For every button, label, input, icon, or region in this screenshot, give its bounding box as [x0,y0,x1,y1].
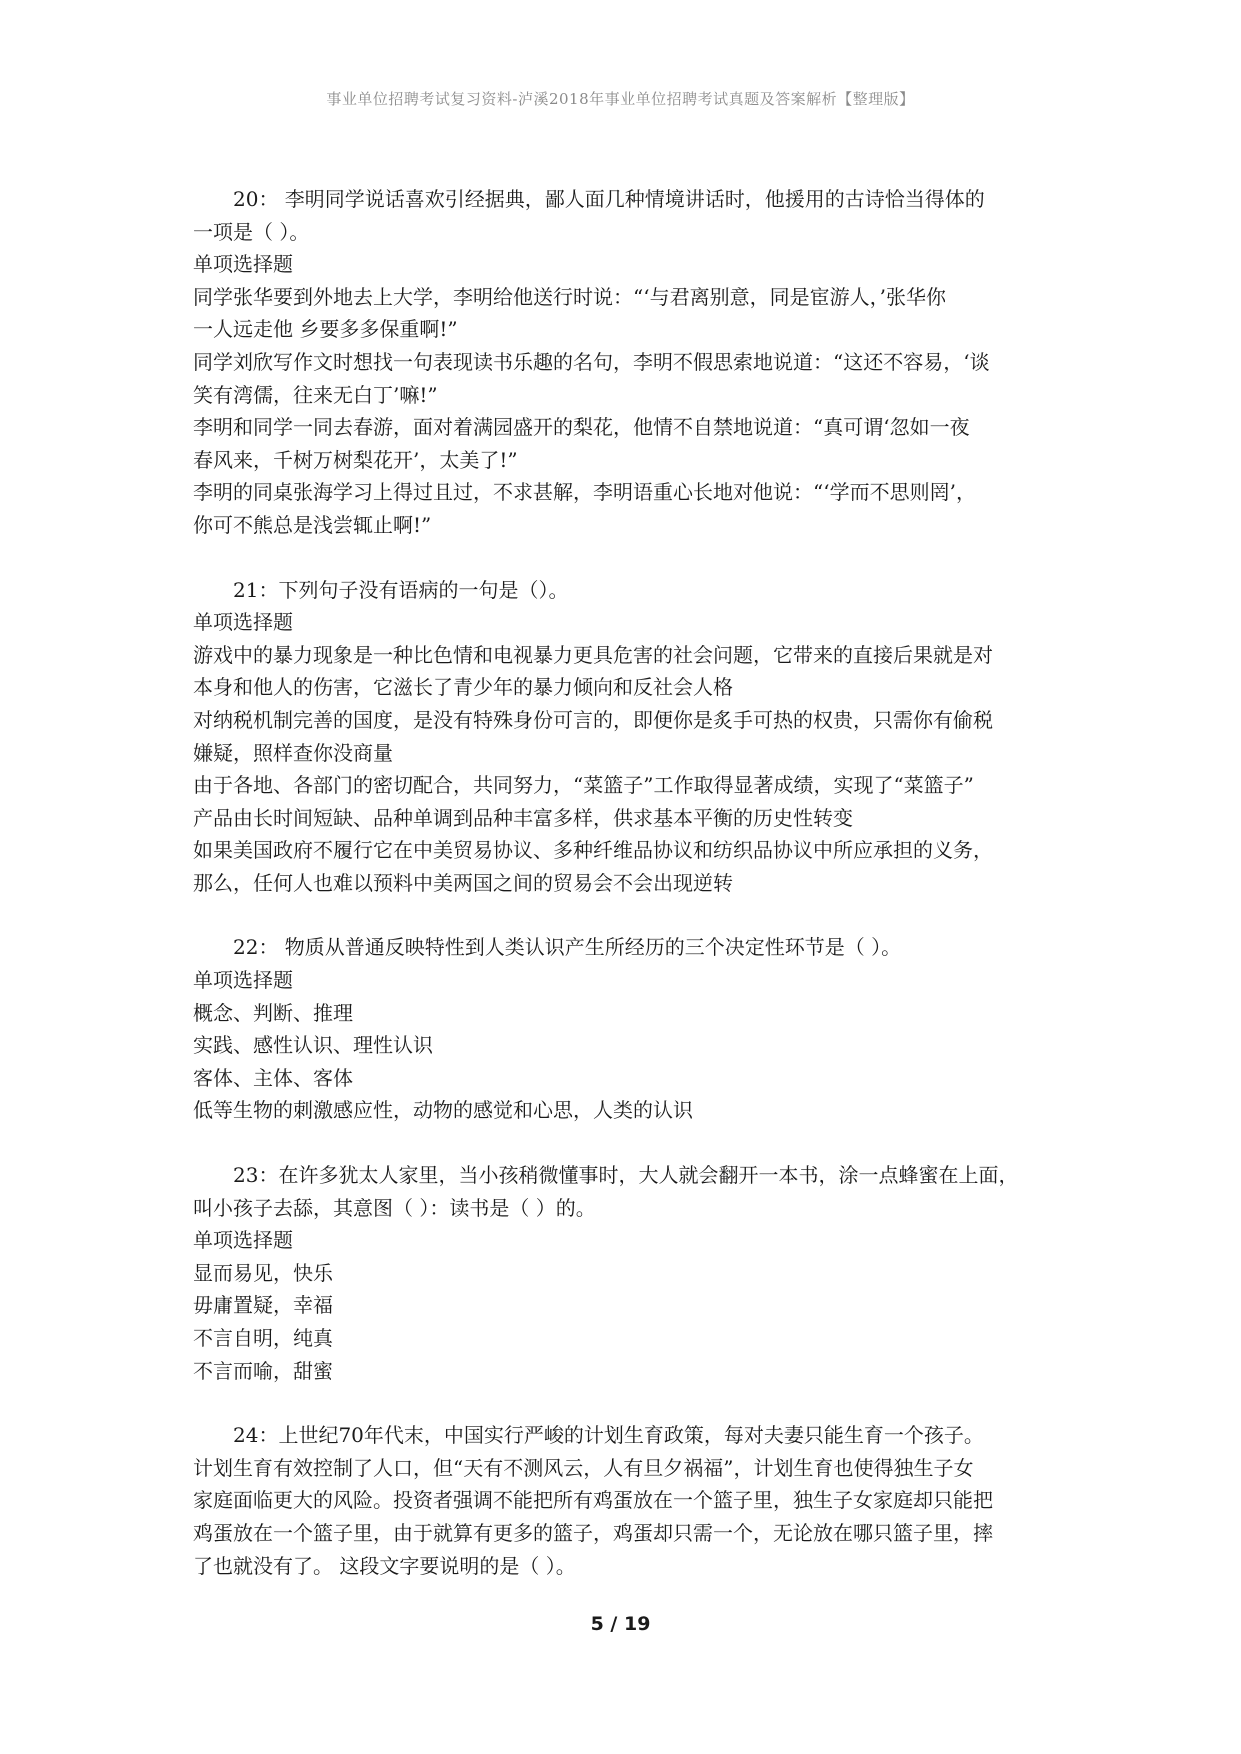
option-line: 如果美国政府不履行它在中美贸易协议、多种纤维品协议和纺织品协议中所应承担的义务， [193,838,993,863]
option-line: 由于各地、各部门的密切配合，共同努力，“菜篮子”工作取得显著成绩，实现了“菜篮子” [193,773,974,798]
option-line: 实践、感性认识、理性认识 [193,1033,433,1058]
option-line: 毋庸置疑，幸福 [193,1293,333,1318]
question-22 [193,931,1073,1127]
question-stem: 20： 李明同学说话喜欢引经据典，鄙人面几种情境讲话时，他援用的古诗恰当得体的 [233,187,985,211]
question-stem: 家庭面临更大的风险。投资者强调不能把所有鸡蛋放在一个篮子里，独生子女家庭却只能把 [193,1488,993,1513]
question-stem: 一项是（ ）。 [193,219,310,244]
option-line: 对纳税机制完善的国度，是没有特殊身份可言的，即便你是炙手可热的权贵，只需你有偷税 [193,707,993,732]
question-24 [193,1419,1073,1582]
option-line: 不言而喻，甜蜜 [193,1358,333,1383]
question-list [193,183,1073,1582]
page-number: 5 / 19 [590,1613,651,1635]
question-stem: 23：在许多犹太人家里，当小孩稍微懂事时，大人就会翻开一本书，涂一点蜂蜜在上面， [233,1163,1019,1188]
option-line: 产品由长时间短缺、品种单调到品种丰富多样，供求基本平衡的历史性转变 [193,805,853,830]
option-line: 游戏中的暴力现象是一种比色情和电视暴力更具危害的社会问题，它带来的直接后果就是对 [193,642,993,667]
question-stem: 鸡蛋放在一个篮子里，由于就算有更多的篮子，鸡蛋却只需一个，无论放在哪只篮子里，摔 [193,1520,993,1545]
option-line: 你可不熊总是浅尝辄止啊!” [193,512,432,537]
page-header: 事业单位招聘考试复习资料-泸溪2018年事业单位招聘考试真题及答案解析【整理版】 [326,90,915,108]
option-line: 李明和同学一同去春游，面对着满园盛开的梨花，他情不自禁地说道：“真可谓‘忽如一夜 [193,415,970,440]
option-line: 显而易见，快乐 [193,1260,333,1285]
option-line: 春风来，千树万树梨花开’，太美了!” [193,447,518,472]
question-23 [193,1159,1073,1387]
option-line: 一人远走他 乡要多多保重啊!” [193,317,458,342]
option-line: 本身和他人的伤害，它滋长了青少年的暴力倾向和反社会人格 [193,675,733,700]
option-line: 低等生物的刺激感应性，动物的感觉和心思，人类的认识 [193,1098,693,1123]
question-stem: 叫小孩子去舔，其意图（ ）：读书是（ ）的。 [193,1195,596,1220]
option-line: 嫌疑，照样查你没商量 [193,740,393,765]
question-stem: 21：下列句子没有语病的一句是（）。 [233,577,569,602]
question-type: 单项选择题 [193,1228,293,1253]
question-stem: 22： 物质从普通反映特性到人类认识产生所经历的三个决定性环节是（ ）。 [233,935,902,960]
option-line: 笑有湾儒，往来无白丁’嘛!” [193,382,438,407]
option-line: 客体、主体、客体 [193,1065,353,1090]
question-21 [193,574,1073,900]
option-line: 同学刘欣写作文时想找一句表现读书乐趣的名句，李明不假思索地说道：“这还不容易，‘谈 [193,349,990,374]
question-type: 单项选择题 [193,968,293,993]
option-line: 同学张华要到外地去上大学，李明给他送行时说：“‘与君离别意，同是宦游人，’张华你 [193,284,946,309]
option-line: 李明的同桌张海学习上得过且过，不求甚解，李明语重心长地对他说：“‘学而不思则罔’， [193,480,976,505]
question-20 [193,183,1073,542]
question-type: 单项选择题 [193,252,293,277]
option-line: 不言自明，纯真 [193,1326,333,1350]
question-stem: 计划生育有效控制了人口，但“天有不测风云，人有旦夕祸福”，计划生育也使得独生子女 [193,1455,974,1480]
question-type: 单项选择题 [193,610,293,635]
option-line: 那么，任何人也难以预料中美两国之间的贸易会不会出现逆转 [193,870,733,895]
question-stem: 了也就没有了。 这段文字要说明的是（ ）。 [193,1553,576,1578]
option-line: 概念、判断、推理 [193,1000,353,1025]
question-stem: 24：上世纪70年代末，中国实行严峻的计划生育政策，每对夫妻只能生育一个孩子。 [233,1423,984,1448]
